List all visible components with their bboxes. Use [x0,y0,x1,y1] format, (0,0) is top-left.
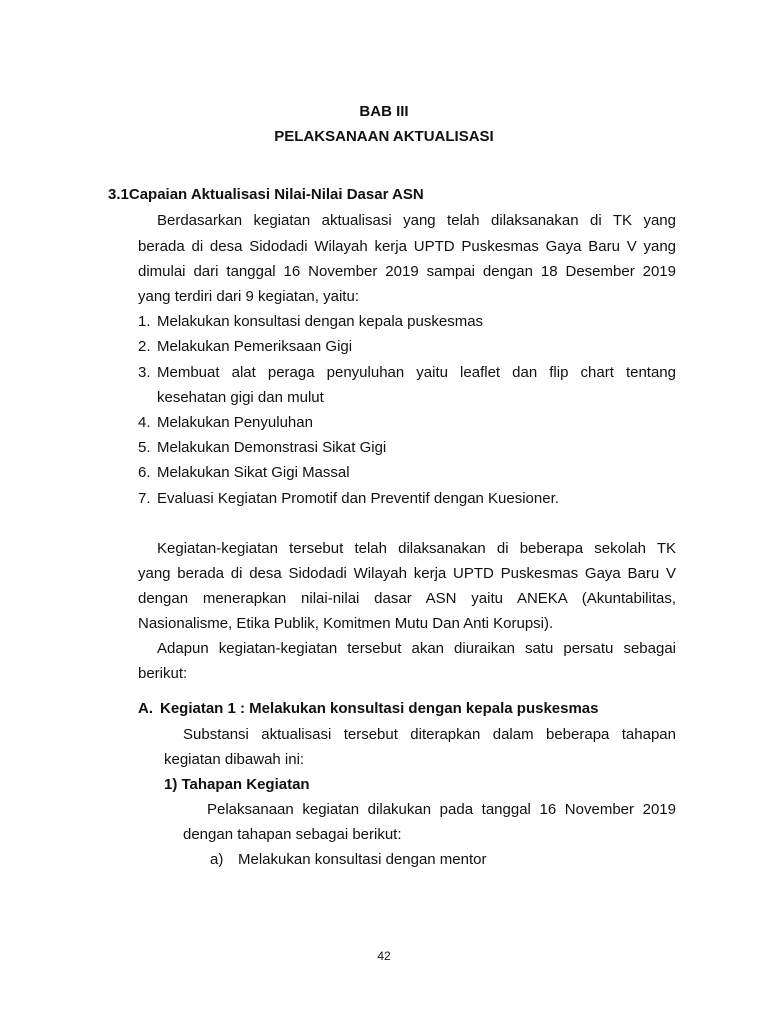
subsection-title: Kegiatan 1 : Melakukan konsultasi dengan kepala puskesmas [160,700,599,717]
section-title: Capaian Aktualisasi Nilai-Nilai Dasar ASN [128,186,424,203]
para3-line1: Adapun kegiatan-kegiatan tersebut akan diuraikan satu persatu sebagai [157,640,676,657]
list-item [138,364,676,381]
list-text-continuation: kesehatan gigi dan mulut [157,389,324,406]
para1-line4: yang terdiri dari 9 kegiatan, yaitu: [138,288,359,305]
subsection-heading [138,700,599,717]
para3-line2: berikut: [138,665,188,682]
list-number: 1. [138,313,151,330]
list-text: Melakukan konsultasi dengan kepala puskesmas [157,313,484,330]
para2-line3: dengan menerapkan nilai-nilai dasar ASN yaitu ANEKA (Akuntabilitas, [138,590,676,607]
step-sub-item [210,851,486,868]
list-number: 4. [138,414,151,431]
chapter-title: PELAKSANAAN AKTUALISASI [274,128,494,145]
list-number: 6. [138,464,151,481]
list-item [138,439,386,456]
para1-line3: dimulai dari tanggal 16 November 2019 sampai dengan 18 Desember 2019 [138,263,676,280]
list-text: Melakukan Demonstrasi Sikat Gigi [157,439,387,456]
list-number: 5. [138,439,151,456]
list-text: Evaluasi Kegiatan Promotif dan Preventif dengan Kuesioner. [157,490,559,507]
para1-line2: berada di desa Sidodadi Wilayah kerja UPTD Puskesmas Gaya Baru V yang [138,238,676,255]
para2-line2: yang berada di desa Sidodadi Wilayah kerja UPTD Puskesmas Gaya Baru V [138,565,676,582]
step-line2: dengan tahapan sebagai berikut: [183,826,402,843]
list-number: 7. [138,490,151,507]
list-text: Melakukan Penyuluhan [157,414,313,431]
sub-item-text: Melakukan konsultasi dengan mentor [238,851,487,868]
section-heading [108,186,424,203]
list-text: Melakukan Sikat Gigi Massal [157,464,350,481]
step-line1: Pelaksanaan kegiatan dilakukan pada tanggal 16 November 2019 [207,801,676,818]
list-text: Membuat alat peraga penyuluhan yaitu leaflet dan flip chart tentang [157,364,676,381]
subsection-letter: A. [138,700,153,717]
list-item [138,464,350,481]
list-number: 2. [138,338,151,355]
list-item [138,338,352,355]
step-heading: 1) Tahapan Kegiatan [164,776,310,793]
sub-item-label: a) [210,851,224,868]
list-text: Melakukan Pemeriksaan Gigi [157,338,353,355]
para2-line1: Kegiatan-kegiatan tersebut telah dilaksanakan di beberapa sekolah TK [157,540,676,557]
list-item [138,490,559,507]
subsection-line1: Substansi aktualisasi tersebut diterapkan dalam beberapa tahapan [183,726,676,743]
chapter-heading: BAB III [359,103,409,120]
section-number: 3.1 [108,186,129,203]
subsection-line2: kegiatan dibawah ini: [164,751,305,768]
page-number: 42 [377,949,391,963]
para1-line1: Berdasarkan kegiatan aktualisasi yang telah dilaksanakan di TK yang [157,212,676,229]
list-item [138,313,483,330]
list-number: 3. [138,364,151,381]
para2-line4: Nasionalisme, Etika Publik, Komitmen Mutu Dan Anti Korupsi). [138,615,554,632]
list-item [138,414,313,431]
